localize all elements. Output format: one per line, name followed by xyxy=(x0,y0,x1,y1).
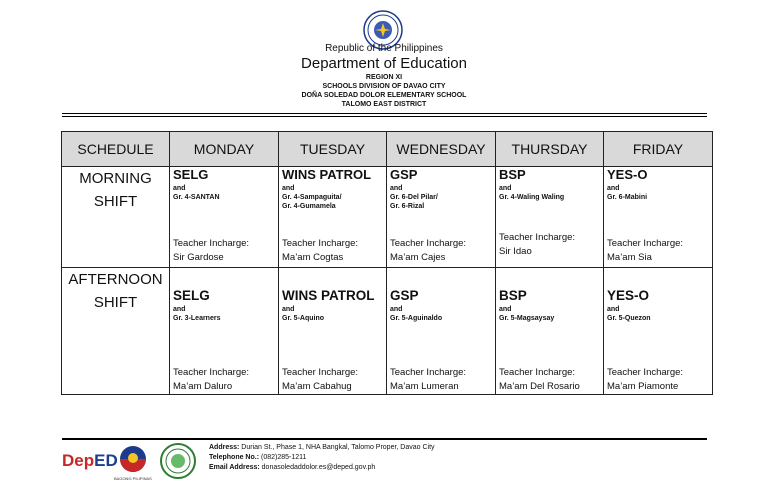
teacher-block xyxy=(173,366,249,394)
afternoon-shift-label xyxy=(62,268,170,395)
teacher-label: Teacher Incharge: xyxy=(173,367,250,378)
teacher-block xyxy=(173,237,249,265)
teacher-block xyxy=(607,366,683,394)
teacher-block xyxy=(499,231,575,259)
schedule-cell xyxy=(387,167,495,267)
teacher-block xyxy=(390,366,466,394)
email-line: Email Address: donasoledaddolor.es@deped.gov.ph xyxy=(209,464,376,471)
and-text: and xyxy=(390,185,403,192)
club-name: YES-O xyxy=(607,288,650,303)
day-header-monday: MONDAY xyxy=(170,132,279,167)
grade-section: Gr. 5-Quezon xyxy=(607,315,651,322)
grade-section: Gr. 4-Waling Waling xyxy=(499,194,565,201)
teacher-label: Teacher Incharge: xyxy=(499,367,576,378)
grade-section: Gr. 5-Magsaysay xyxy=(499,315,555,322)
schedule-cell xyxy=(387,288,495,394)
club-name: WINS PATROL xyxy=(282,167,372,182)
schedule-cell xyxy=(604,167,712,267)
afternoon-shift-row xyxy=(62,268,713,395)
phone-line: Telephone No.: (082)285-1211 xyxy=(209,454,307,461)
teacher-block xyxy=(282,237,358,265)
club-name: GSP xyxy=(390,288,419,303)
grade-section: Gr. 4-SANTAN xyxy=(173,194,220,201)
club-name: SELG xyxy=(173,288,210,303)
bagong-pilipinas-logo-icon xyxy=(119,445,147,475)
schedule-cell xyxy=(604,288,712,394)
grade-section: Gr. 5-Aguinaldo xyxy=(390,315,443,322)
teacher-block xyxy=(390,237,466,265)
division-line: SCHOOLS DIVISION OF DAVAO CITY xyxy=(322,83,446,90)
bagong-pilipinas-label: BAGONG PILIPINAS xyxy=(114,476,152,481)
and-text: and xyxy=(607,306,620,313)
teacher-name: Ma’am Del Rosario xyxy=(499,381,580,392)
morning-shift-row xyxy=(62,167,713,268)
shift-label-line2: SHIFT xyxy=(93,193,138,210)
district-line: TALOMO EAST DISTRICT xyxy=(341,101,427,108)
teacher-label: Teacher Incharge: xyxy=(282,238,359,249)
morning-shift-label xyxy=(62,167,170,268)
deped-logo: DepED xyxy=(62,451,118,470)
and-text: and xyxy=(390,306,403,313)
teacher-label: Teacher Incharge: xyxy=(282,367,359,378)
teacher-name: Ma’am Piamonte xyxy=(607,381,679,392)
day-header-thursday: THURSDAY xyxy=(496,132,604,167)
table-header-row xyxy=(62,132,713,167)
department-title: Department of Education xyxy=(301,55,467,72)
teacher-label: Teacher Incharge: xyxy=(173,238,250,249)
day-header-wednesday: WEDNESDAY xyxy=(387,132,496,167)
grade-section: Gr. 4-Sampaguita/ xyxy=(282,194,342,201)
shift-label-line2: SHIFT xyxy=(93,294,138,311)
teacher-block xyxy=(282,366,358,394)
grade-section: Gr. 5-Aquino xyxy=(282,315,324,322)
teacher-label: Teacher Incharge: xyxy=(607,367,684,378)
teacher-name: Sir Gardose xyxy=(173,252,224,263)
republic-line: Republic of the Philippines xyxy=(325,43,443,54)
address-line: Address: Durian St., Phase 1, NHA Bangkal, Talomo Proper, Davao City xyxy=(209,444,435,451)
schedule-cell xyxy=(496,167,603,267)
day-header-tuesday: TUESDAY xyxy=(279,132,387,167)
grade-section: Gr. 6-Rizal xyxy=(390,203,425,210)
schedule-cell xyxy=(279,288,386,394)
teacher-label: Teacher Incharge: xyxy=(499,232,576,243)
club-name: GSP xyxy=(390,167,418,182)
schedule-table xyxy=(61,131,713,395)
school-seal-icon xyxy=(160,443,196,479)
club-name: BSP xyxy=(499,288,527,303)
teacher-label: Teacher Incharge: xyxy=(390,367,467,378)
club-name: YES-O xyxy=(607,167,648,182)
and-text: and xyxy=(607,185,620,192)
footer-logos xyxy=(62,443,202,483)
teacher-name: Ma’am Lumeran xyxy=(390,381,459,392)
contact-block xyxy=(209,443,435,473)
and-text: and xyxy=(499,185,512,192)
school-name: DOÑA SOLEDAD DOLOR ELEMENTARY SCHOOL xyxy=(301,92,467,99)
teacher-name: Ma’am Daluro xyxy=(173,381,233,392)
teacher-block xyxy=(607,237,683,265)
schedule-cell xyxy=(496,288,603,394)
shift-label-line1: AFTERNOON xyxy=(68,271,163,288)
and-text: and xyxy=(173,306,186,313)
schedule-cell xyxy=(279,167,386,267)
and-text: and xyxy=(282,306,295,313)
schedule-header: SCHEDULE xyxy=(62,132,170,167)
day-header-friday: FRIDAY xyxy=(604,132,713,167)
grade-section: Gr. 4-Gumamela xyxy=(282,203,336,210)
grade-section: Gr. 6-Del Pilar/ xyxy=(390,194,438,201)
club-name: SELG xyxy=(173,167,209,182)
and-text: and xyxy=(499,306,512,313)
teacher-name: Ma’am Cajes xyxy=(390,252,446,263)
shift-label-line1: MORNING xyxy=(79,170,152,187)
header-divider xyxy=(62,113,707,114)
region-line: REGION XI xyxy=(365,74,403,81)
schedule-cell xyxy=(170,288,278,394)
header-divider-secondary xyxy=(62,116,707,117)
teacher-name: Sir Idao xyxy=(499,246,532,257)
and-text: and xyxy=(282,185,295,192)
teacher-block xyxy=(499,366,580,394)
teacher-label: Teacher Incharge: xyxy=(607,238,684,249)
footer-divider xyxy=(62,438,707,440)
club-name: BSP xyxy=(499,167,526,182)
grade-section: Gr. 3-Learners xyxy=(173,315,221,322)
club-name: WINS PATROL xyxy=(282,288,375,303)
teacher-name: Ma’am Sia xyxy=(607,252,652,263)
teacher-name: Ma’am Cogtas xyxy=(282,252,344,263)
teacher-name: Ma’am Cabahug xyxy=(282,381,352,392)
and-text: and xyxy=(173,185,186,192)
schedule-cell xyxy=(170,167,278,267)
teacher-label: Teacher Incharge: xyxy=(390,238,467,249)
grade-section: Gr. 6-Mabini xyxy=(607,194,648,201)
